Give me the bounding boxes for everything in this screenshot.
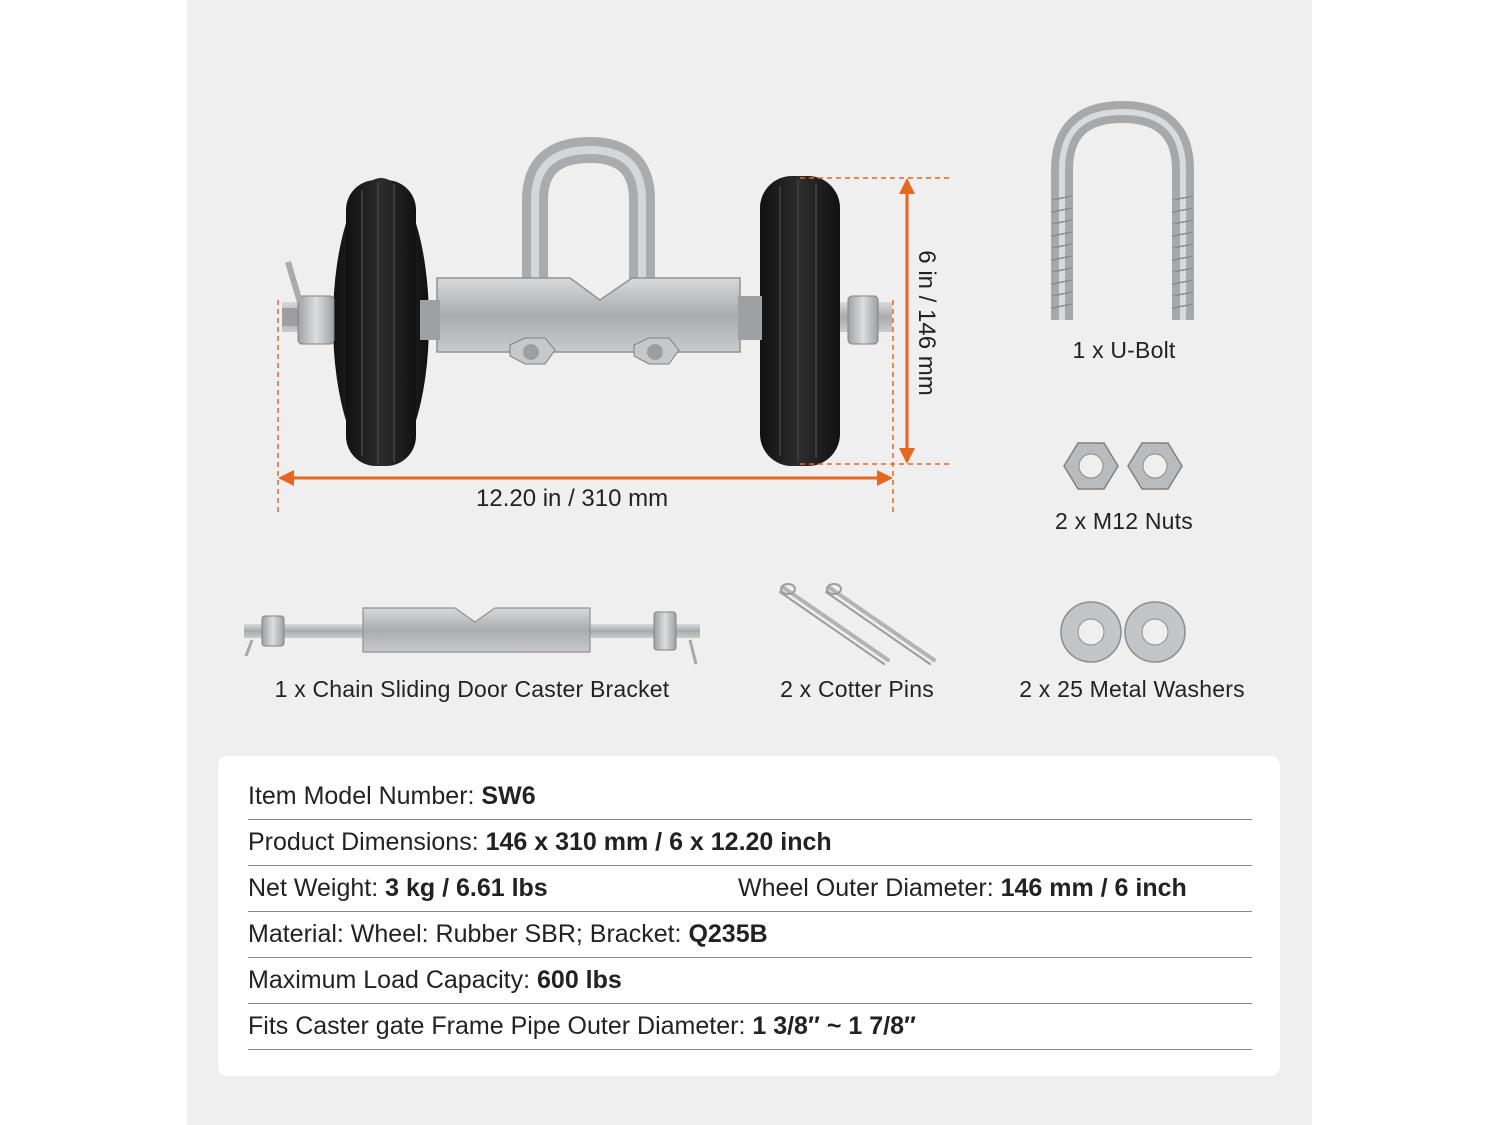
metal-washers-illustration: [1061, 602, 1185, 662]
m12-nuts-illustration: [1064, 443, 1182, 489]
spec-table: [218, 756, 1280, 1076]
spec-row-model: [248, 774, 1252, 820]
spec-weight-value: 3 kg / 6.61 lbs: [385, 874, 548, 902]
spec-material-label: Material: Wheel: Rubber SBR; Bracket:: [248, 920, 689, 948]
u-bolt-caption: 1 x U-Bolt: [1072, 337, 1176, 363]
spec-row-material: [248, 912, 1252, 958]
spec-row-weight-diameter: [248, 866, 1252, 912]
metal-washers-caption: 2 x 25 Metal Washers: [1019, 676, 1245, 702]
cotter-pins-illustration: [780, 584, 934, 664]
caster-bracket-caption: 1 x Chain Sliding Door Caster Bracket: [274, 676, 670, 702]
spec-fits-label: Fits Caster gate Frame Pipe Outer Diameter:: [248, 1012, 753, 1040]
spec-fits-value: 1 3/8″ ~ 1 7/8″: [752, 1012, 916, 1040]
u-bolt-illustration: [1052, 112, 1193, 320]
width-dimension-label: 12.20 in / 310 mm: [476, 485, 669, 512]
cotter-pins-caption: 2 x Cotter Pins: [780, 676, 934, 702]
spec-model-value: SW6: [481, 782, 536, 810]
m12-nuts-caption: 2 x M12 Nuts: [1055, 508, 1193, 534]
caster-bracket-illustration: [244, 608, 700, 664]
spec-load-label: Maximum Load Capacity:: [248, 966, 538, 994]
spec-model-label: Item Model Number:: [248, 782, 482, 810]
assembly-u-bolt: [535, 150, 642, 285]
spec-wheel-diameter-label: Wheel Outer Diameter:: [738, 874, 1001, 902]
height-dimension-label: 6 in / 146 mm: [913, 250, 940, 396]
spec-wheel-diameter-value: 146 mm / 6 inch: [1000, 874, 1187, 902]
spec-dimensions-label: Product Dimensions:: [248, 828, 486, 856]
spec-dimensions-value: 146 x 310 mm / 6 x 12.20 inch: [485, 828, 832, 856]
left-wheel: [333, 178, 429, 466]
spec-row-load: [248, 958, 1252, 1004]
spec-wheel-diameter: [738, 866, 1187, 910]
spec-row-dimensions: [248, 820, 1252, 866]
spec-load-value: 600 lbs: [537, 966, 622, 994]
assembly-bracket-body: [420, 278, 762, 352]
spec-material-value: Q235B: [688, 920, 768, 948]
right-wheel: [760, 176, 840, 466]
spec-weight-label: Net Weight:: [248, 874, 386, 902]
spec-row-fits: [248, 1004, 1252, 1050]
